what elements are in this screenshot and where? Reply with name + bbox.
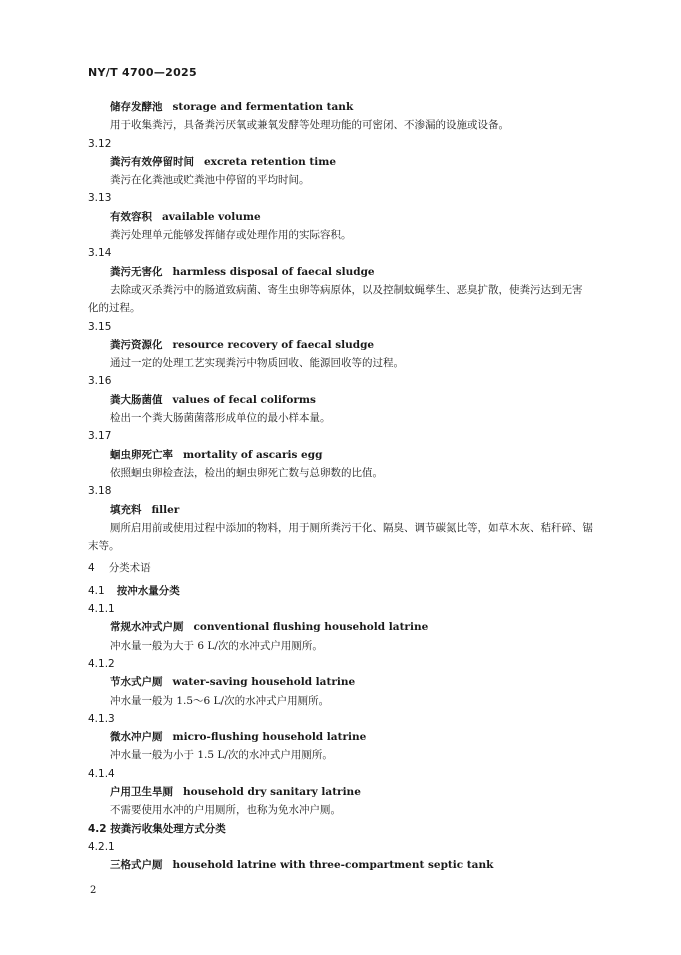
term-cn: 节水式户厕 bbox=[110, 676, 163, 689]
clause-number: 3.13 bbox=[88, 192, 112, 205]
term-definition: 检出一个粪大肠菌菌落形成单位的最小样本量。 bbox=[110, 412, 331, 425]
term-cn: 有效容积 bbox=[110, 210, 152, 223]
term-cn: 粪污无害化 bbox=[110, 265, 163, 278]
term-definition: 去除或灭杀粪污中的肠道致病菌、寄生虫卵等病原体，以及控制蚊蝇孳生、恶臭扩散，使粪污达到无害 bbox=[110, 283, 583, 296]
term-cn: 储存发酵池 bbox=[110, 101, 163, 113]
term-definition: 依照蛔虫卵检查法，检出的蛔虫卵死亡数与总卵数的比值。 bbox=[110, 466, 383, 479]
term-definition: 粪污在化粪池或贮粪池中停留的平均时间。 bbox=[110, 174, 310, 187]
subsection-heading: 4.2 按粪污收集处理方式分类 bbox=[88, 822, 226, 835]
term-heading bbox=[88, 336, 594, 354]
term-en: filler bbox=[151, 503, 180, 516]
term-heading bbox=[88, 728, 594, 746]
term-en: available volume bbox=[162, 210, 261, 223]
term-heading bbox=[88, 783, 594, 801]
section-title: 分类术语 bbox=[108, 562, 151, 575]
term-en: water-saving household latrine bbox=[172, 676, 356, 689]
term-definition: 厕所启用前或使用过程中添加的物料，用于厕所粪污干化、隔臭、调节碳氮比等，如草木灰、秸秆碎、锯 bbox=[110, 521, 593, 534]
term-cn: 粪污有效停留时间 bbox=[110, 155, 194, 168]
clause-number: 4.2.1 bbox=[88, 840, 115, 853]
term-definition: 粪污处理单元能够发挥储存或处理作用的实际容积。 bbox=[110, 229, 352, 242]
term-en: values of fecal coliforms bbox=[172, 393, 316, 406]
subsection-heading bbox=[88, 582, 594, 600]
term-en: micro-flushing household latrine bbox=[172, 731, 367, 744]
term-en: conventional flushing household latrine bbox=[193, 621, 429, 634]
section-heading bbox=[88, 559, 594, 577]
term-cn: 户用卫生旱厕 bbox=[110, 785, 173, 798]
term-cn: 填充料 bbox=[110, 503, 142, 516]
clause-number: 3.14 bbox=[88, 247, 112, 260]
term-en: harmless disposal of faecal sludge bbox=[172, 265, 375, 278]
term-heading bbox=[88, 391, 594, 409]
term-en: household latrine with three-compartment septic tank bbox=[172, 859, 494, 872]
term-heading bbox=[88, 446, 594, 464]
term-heading bbox=[88, 501, 594, 519]
subsection-title: 按冲水量分类 bbox=[116, 584, 180, 597]
term-heading bbox=[88, 856, 594, 874]
term-en: household dry sanitary latrine bbox=[183, 785, 361, 798]
term-heading bbox=[88, 673, 594, 691]
clause-number: 3.15 bbox=[88, 320, 112, 333]
clause-number: 4.1.3 bbox=[88, 712, 115, 725]
term-heading bbox=[88, 208, 594, 226]
term-en: storage and fermentation tank bbox=[172, 101, 354, 113]
clause-number: 3.16 bbox=[88, 375, 112, 388]
term-en: excreta retention time bbox=[204, 155, 336, 168]
term-definition: 冲水量一般为大于 6 L/次的水冲式户用厕所。 bbox=[110, 639, 323, 652]
term-definition: 冲水量一般为小于 1.5 L/次的水冲式户用厕所。 bbox=[110, 749, 333, 762]
term-cn: 三格式户厕 bbox=[110, 859, 163, 872]
standard-id-header: NY/T 4700—2025 bbox=[88, 66, 197, 79]
term-definition-continued: 末等。 bbox=[88, 540, 120, 553]
term-definition-continued: 化的过程。 bbox=[88, 302, 141, 315]
page-number: 2 bbox=[90, 885, 97, 896]
term-cn: 常规水冲式户厕 bbox=[110, 621, 184, 634]
clause-number: 4.1.4 bbox=[88, 767, 115, 780]
document-body bbox=[88, 98, 594, 874]
term-definition: 冲水量一般为 1.5～6 L/次的水冲式户用厕所。 bbox=[110, 694, 330, 707]
term-heading bbox=[88, 153, 594, 171]
term-cn: 蛔虫卵死亡率 bbox=[110, 448, 173, 461]
term-definition: 用于收集粪污，具备粪污厌氧或兼氧发酵等处理功能的可密闭、不渗漏的设施或设备。 bbox=[110, 119, 509, 132]
term-en: resource recovery of faecal sludge bbox=[172, 338, 375, 351]
term-heading bbox=[88, 98, 594, 116]
clause-number: 3.18 bbox=[88, 485, 112, 498]
term-definition: 不需要使用水冲的户用厕所，也称为免水冲户厕。 bbox=[110, 804, 341, 817]
term-cn: 微水冲户厕 bbox=[110, 731, 163, 744]
section-number: 4 bbox=[88, 562, 95, 575]
term-definition: 通过一定的处理工艺实现粪污中物质回收、能源回收等的过程。 bbox=[110, 357, 404, 370]
clause-number: 3.17 bbox=[88, 430, 112, 443]
term-heading bbox=[88, 263, 594, 281]
clause-number: 3.12 bbox=[88, 137, 112, 150]
clause-number: 4.1.1 bbox=[88, 603, 115, 616]
term-en: mortality of ascaris egg bbox=[183, 448, 323, 461]
clause-number: 4.1.2 bbox=[88, 657, 115, 670]
term-heading bbox=[88, 618, 594, 636]
term-cn: 粪污资源化 bbox=[110, 338, 163, 351]
term-cn: 粪大肠菌值 bbox=[110, 393, 163, 406]
subsection-number: 4.1 bbox=[88, 584, 105, 597]
